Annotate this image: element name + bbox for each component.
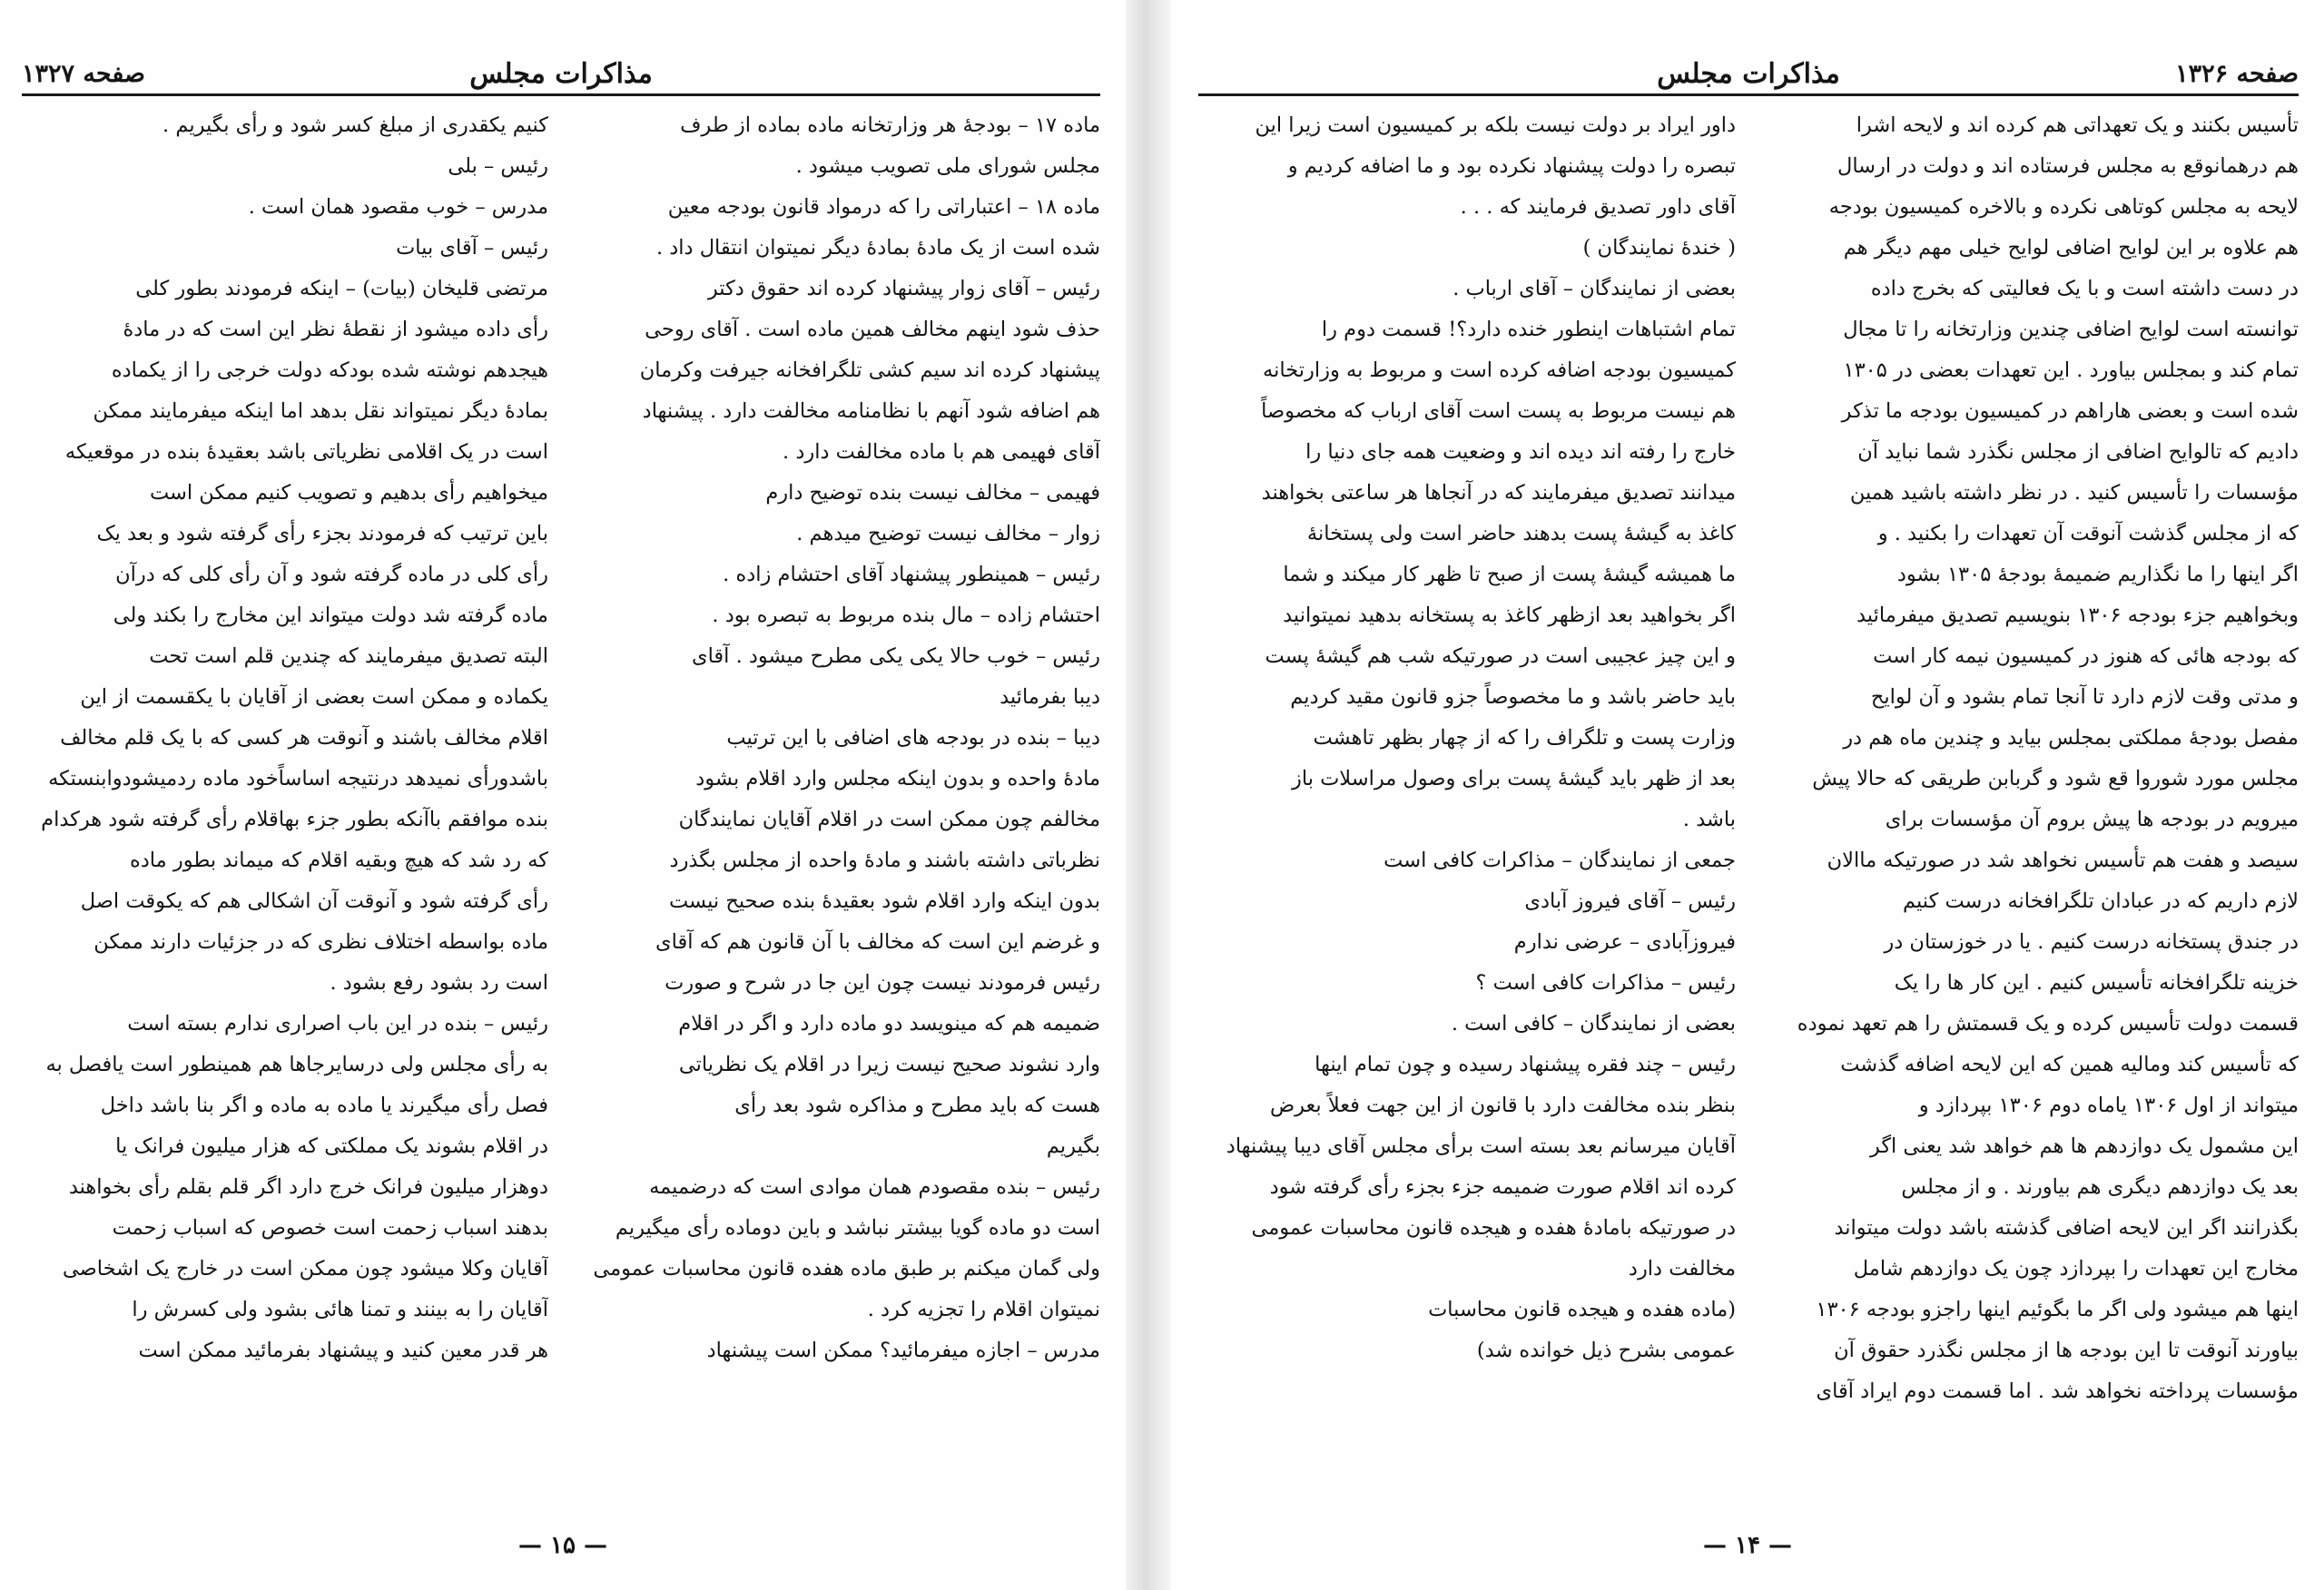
text-line: رئیس – بلی bbox=[448, 154, 548, 178]
text-line: اقلام مخالف باشند و آنوقت هر کسی که با یک قلم مخالف bbox=[60, 726, 548, 750]
text-line: کمیسیون بودجه اضافه کرده است و مربوط به وزارتخانه bbox=[1263, 358, 1736, 382]
right-page-number: صفحه ۱۳۲۶ bbox=[2175, 60, 2299, 88]
text-line: در صورتیکه بامادهٔ هفده و هیجده قانون محاسبات عمومی bbox=[1251, 1216, 1736, 1240]
text-line: احتشام زاده – مال بنده مربوط به تبصره بود . bbox=[712, 604, 1100, 627]
right-page-column-1 bbox=[1761, 105, 2299, 1521]
text-line: آقایان را به بینند و تمنا هائی بشود ولی کسرش را bbox=[132, 1298, 548, 1321]
text-line: کاغذ به گیشهٔ پست بدهند حاضر است ولی پستخانهٔ bbox=[1306, 522, 1736, 545]
text-line: نظرباتی داشته باشند و مادهٔ واحده از مجلس بگذرد bbox=[669, 849, 1100, 872]
text-line: اگر بخواهید بعد ازظهر کاغذ به پستخانه بدهید نمیتوانید bbox=[1283, 604, 1736, 627]
text-line: رأی گرفته شود و آنوقت آن اشکالی هم که یکوقت اصل bbox=[80, 889, 548, 913]
right-page bbox=[1171, 0, 2324, 1590]
text-line: است دو ماده گویا بیشتر نباشد و باین دوماده رأی میگیریم bbox=[615, 1216, 1100, 1240]
text-line: و این چیز عجیبی است در صورتیکه شب هم گیشهٔ پست bbox=[1265, 644, 1736, 668]
right-page-columns bbox=[1198, 105, 2299, 1521]
text-line: مفصل بودجهٔ مملکتی بمجلس بیاید و چندین ماه هم در bbox=[1843, 726, 2299, 750]
text-line: که رد شد که هیچ وبقیه اقلام که میماند بطور ماده bbox=[130, 849, 548, 872]
text-line: بعد از ظهر باید گیشهٔ پست برای وصول مراسلات باز bbox=[1291, 767, 1736, 790]
text-line: رأی داده میشود از نقطهٔ نظر این است که در مادهٔ bbox=[123, 318, 548, 341]
text-line: البته تصدیق میفرمایند که چندین قلم است تحت bbox=[149, 644, 548, 668]
left-page-column-2 bbox=[22, 105, 548, 1521]
text-line: لایحه به مجلس کوتاهی نکرده و بالاخره کمیسیون بودجه bbox=[1828, 195, 2299, 219]
text-line: لازم داریم که در عبادان تلگرافخانه درست کنیم bbox=[1903, 889, 2299, 913]
book-gutter bbox=[1126, 0, 1171, 1590]
text-line: شده است و بعضی هاراهم در کمیسیون بودجه ما تذکر bbox=[1841, 399, 2299, 423]
text-line: داور ایراد بر دولت نیست بلکه بر کمیسیون است زیرا این bbox=[1255, 113, 1736, 137]
text-line: که تأسیس کند ومالیه همین که این لایحه اضافه گذشت bbox=[1840, 1053, 2299, 1076]
text-line: تمام اشتباهات اینطور خنده دارد؟! قسمت دوم را bbox=[1321, 318, 1736, 341]
text-line: که بودجه هائی که هنوز در کمیسیون نیمه کار است bbox=[1873, 644, 2299, 668]
text-line: باید حاضر باشد و ما مخصوصاً جزو قانون مقید کردیم bbox=[1290, 685, 1736, 709]
text-line: نمیتوان اقلام را تجزیه کرد . bbox=[867, 1298, 1100, 1321]
text-line: فیروزآبادی – عرضی ندارم bbox=[1513, 930, 1736, 954]
text-line: مخالفم چون ممکن است در اقلام آقایان نمایندگان bbox=[678, 808, 1100, 831]
text-line: و غرضم این است که مخالف با آن قانون هم که آقای bbox=[655, 930, 1100, 954]
text-line: ماده گرفته شد دولت میتواند این مخارج را بکند ولی bbox=[113, 604, 548, 627]
text-line: رئیس – بنده در این باب اصراری ندارم بسته است bbox=[127, 1012, 548, 1035]
text-line: دیبا – بنده در بودجه های اضافی با این ترتیب bbox=[726, 726, 1100, 750]
text-line: ماده ۱۸ – اعتباراتی را که درمواد قانون بودجه معین bbox=[667, 195, 1100, 219]
text-line: رئیس – همینطور پیشنهاد آقای احتشام زاده . bbox=[723, 563, 1100, 586]
text-line: که از مجلس گذشت آنوقت آن تعهدات را بکنید . و bbox=[1877, 522, 2299, 545]
text-line: (ماده هفده و هیجده قانون محاسبات bbox=[1428, 1298, 1736, 1321]
text-line: ( خندهٔ نمایندگان ) bbox=[1582, 236, 1736, 260]
text-line: ماده بواسطه اختلاف نظری که در جزئیات دارند ممکن bbox=[94, 930, 548, 954]
right-page-column-2 bbox=[1198, 105, 1736, 1521]
text-line: ماده ۱۷ – بودجهٔ هر وزارتخانه ماده بماده از طرف bbox=[680, 113, 1100, 137]
left-page-columns bbox=[22, 105, 1100, 1521]
text-line: خارج را رفته اند دیده اند و وضعیت همه جای دنیا را bbox=[1305, 440, 1736, 464]
right-page-folio: — ۱۴ — bbox=[1702, 1532, 1793, 1559]
text-line: اینها هم میشود ولی اگر ما بگوئیم اینها راجزو بودجه ۱۳۰۶ bbox=[1816, 1298, 2299, 1321]
text-line: تمام کند و بمجلس بیاورد . این تعهدات بعضی در ۱۳۰۵ bbox=[1843, 358, 2299, 382]
left-page-header bbox=[22, 53, 1100, 96]
text-line: هم نیست مربوط به پست است آقای ارباب که مخصوصاً bbox=[1261, 399, 1736, 423]
text-line: است رد بشود رفع بشود . bbox=[330, 971, 548, 995]
text-line: سیصد و هفت هم تأسیس نخواهد شد در صورتیکه ماالان bbox=[1827, 849, 2299, 872]
text-line: اگر اینها را ما نگذاریم ضمیمهٔ بودجهٔ ۱۳۰۵ بشود bbox=[1896, 563, 2299, 586]
text-line: مخارج این تعهدات را بپردازد چون یک دوازدهم شامل bbox=[1853, 1257, 2299, 1281]
text-line: توانسته است لوایح اضافی چندین وزارتخانه را تا مجال bbox=[1843, 318, 2299, 341]
text-line: هر قدر معین کنید و پیشنهاد بفرمائید ممکن است bbox=[138, 1339, 548, 1362]
text-line: ضمیمه هم که مینویسد دو ماده دارد و اگر در اقلام bbox=[678, 1012, 1100, 1035]
text-line: رئیس – مذاکرات کافی است ؟ bbox=[1475, 971, 1736, 995]
text-line: دیبا بفرمائید bbox=[1000, 685, 1100, 709]
text-line: بنظر بنده مخالفت دارد با قانون از این جهت فعلاً بعرض bbox=[1269, 1094, 1736, 1117]
text-line: بعضی از نمایندگان – آقای ارباب . bbox=[1452, 277, 1736, 300]
left-page-number: صفحه ۱۳۲۷ bbox=[22, 60, 145, 88]
right-running-title: مذاکرات مجلس bbox=[1657, 58, 1840, 90]
text-line: مخالفت دارد bbox=[1628, 1257, 1736, 1281]
text-line: مادهٔ واحده و بدون اینکه مجلس وارد اقلام بشود bbox=[695, 767, 1100, 790]
text-line: بمادهٔ دیگر نمیتواند نقل بدهد اما اینکه میفرمایند ممکن bbox=[93, 399, 548, 423]
text-line: قسمت دولت تأسیس کرده و یک قسمتش را هم تعهد نموده bbox=[1797, 1012, 2299, 1035]
text-line: بنده موافقم باآنکه بطور جزء بهاقلام رأی گرفته شود هرکدام bbox=[41, 808, 548, 831]
text-line: وبخواهیم جزء بودجه ۱۳۰۶ بنویسیم تصدیق میفرمائید bbox=[1856, 604, 2299, 627]
text-line: حذف شود اینهم مخالف همین ماده است . آقای روحی bbox=[645, 318, 1100, 341]
text-line: میرویم در بودجه ها پیش بروم آن مؤسسات برای bbox=[1885, 808, 2299, 831]
text-line: عمومی بشرح ذیل خوانده شد) bbox=[1476, 1339, 1736, 1362]
text-line: در دست داشته است و با یک فعالیتی که بخرج داده bbox=[1870, 277, 2299, 300]
text-line: وارد نشوند صحیح نیست زیرا در اقلام یک نظریاتی bbox=[678, 1053, 1100, 1076]
left-page-column-1 bbox=[574, 105, 1100, 1521]
text-line: بگذرانند اگر این لایحه اضافی گذشته باشد دولت میتواند bbox=[1834, 1216, 2299, 1240]
text-line: رئیس – خوب حالا یکی یکی مطرح میشود . آقای bbox=[691, 644, 1100, 668]
text-line: یکماده و ممکن است بعضی از آقایان با یکقسمت از این bbox=[80, 685, 548, 709]
text-line: بیاورند آنوقت تا این بودجه ها از مجلس نگذرد حقوق آن bbox=[1834, 1339, 2299, 1362]
text-line: ولی گمان میکنم بر طبق ماده هفده قانون محاسبات عمومی bbox=[593, 1257, 1100, 1281]
text-line: باشد . bbox=[1682, 808, 1736, 831]
text-line: در جندق پستخانه درست کنیم . یا در خوزستان در bbox=[1884, 930, 2299, 954]
text-line: رأی کلی در ماده گرفته شود و آن رأی کلی که درآن bbox=[115, 563, 548, 586]
text-line: است در یک اقلامی نظریاتی باشد بعقیدهٔ بنده در موقعیکه bbox=[64, 440, 548, 464]
text-line: هم علاوه بر این لوایح اضافی لوایح خیلی مهم دیگر هم bbox=[1843, 236, 2299, 260]
text-line: جمعی از نمایندگان – مذاکرات کافی است bbox=[1384, 849, 1736, 872]
text-line: کرده اند اقلام صورت ضمیمه جزء بجزء رأی گرفته شود bbox=[1269, 1175, 1736, 1199]
text-line: دوهزار میلیون فرانک خرج دارد اگر قلم بقلم رأی بخواهند bbox=[68, 1175, 548, 1199]
text-line: مؤسسات پرداخته نخواهد شد . اما قسمت دوم ایراد آقای bbox=[1816, 1379, 2299, 1403]
text-line: این مشمول یک دوازدهم ها هم خواهد شد یعنی اگر bbox=[1869, 1134, 2299, 1158]
text-line: بعد یک دوازدهم دیگری هم بیاورند . و از مجلس bbox=[1901, 1175, 2299, 1199]
text-line: وزارت پست و تلگراف را که از چهار بظهر تاهشت bbox=[1313, 726, 1736, 750]
text-line: بگیریم bbox=[1046, 1134, 1100, 1158]
right-page-header bbox=[1198, 53, 2299, 96]
text-line: بعضی از نمایندگان – کافی است . bbox=[1451, 1012, 1736, 1035]
text-line: رئیس فرمودند نیست چون این جا در شرح و صورت bbox=[665, 971, 1100, 995]
text-line: رئیس – آقای فیروز آبادی bbox=[1524, 889, 1736, 913]
text-line: مرتضی قلیخان (بیات) – اینکه فرمودند بطور کلی bbox=[135, 277, 548, 300]
text-line: رئیس – بنده مقصودم همان موادی است که درضمیمه bbox=[649, 1175, 1100, 1199]
text-line: کنیم یکقدری از مبلغ کسر شود و رأی بگیریم . bbox=[162, 113, 548, 137]
text-line: تبصره را دولت پیشنهاد نکرده بود و ما اضافه کردیم و bbox=[1287, 154, 1736, 178]
text-line: میخواهیم رأی بدهیم و تصویب کنیم ممکن است bbox=[149, 481, 548, 505]
text-line: هیجدهم نوشته شده بودکه دولت خرجی را از یکماده bbox=[111, 358, 548, 382]
text-line: شده است از یک مادهٔ بمادهٔ دیگر نمیتوان انتقال داد . bbox=[655, 236, 1100, 260]
text-line: هم اضافه شود آنهم با نظامنامه مخالفت دارد . پیشنهاد bbox=[642, 399, 1100, 423]
left-running-title: مذاکرات مجلس bbox=[469, 58, 653, 90]
text-line: مؤسسات را تأسیس کنید . در نظر داشته باشید همین bbox=[1849, 481, 2299, 505]
text-line: به رأی مجلس ولی درسایرجاها هم همینطور است یافصل به bbox=[45, 1053, 548, 1076]
text-line: دادیم که تالوایح اضافی از مجلس نگذرد شما نباید آن bbox=[1857, 440, 2299, 464]
text-line: مجلس مورد شوروا قع شود و گربابن طریقی که حالا پیش bbox=[1812, 767, 2299, 790]
text-line: باشدورأی نمیدهد درنتیجه اساساًخود ماده ردمیشودوابنستکه bbox=[48, 767, 548, 790]
text-line: آقایان میرسانم بعد بسته است برأی مجلس آقای دیبا پیشنهاد bbox=[1226, 1134, 1736, 1158]
text-line: مدرس – اجازه میفرمائید؟ ممکن است پیشنهاد bbox=[706, 1339, 1100, 1362]
text-line: رئیس – چند فقره پیشنهاد رسیده و چون تمام اینها bbox=[1315, 1053, 1736, 1076]
text-line: میتواند از اول ۱۳۰۶ یاماه دوم ۱۳۰۶ بپردازد و bbox=[1918, 1094, 2299, 1117]
text-line: در اقلام بشوند یک مملکتی که هزار میلیون فرانک یا bbox=[115, 1134, 548, 1158]
text-line: فهیمی – مخالف نیست بنده توضیح دارم bbox=[765, 481, 1100, 505]
text-line: باین ترتیب که فرمودند بجزء رأی گرفته شود و بعد یک bbox=[96, 522, 548, 545]
text-line: مدرس – خوب مقصود همان است . bbox=[248, 195, 548, 219]
text-line: و مدتی وقت لازم دارد تا آنجا تمام بشود و آن لوایح bbox=[1870, 685, 2299, 709]
text-line: هست که باید مطرح و مذاکره شود بعد رأی bbox=[734, 1094, 1100, 1117]
left-page bbox=[0, 0, 1126, 1590]
text-line: میدانند تصدیق میفرمایند که در آنجاها هر ساعتی بخواهند bbox=[1261, 481, 1736, 505]
text-line: مجلس شورای ملی تصویب میشود . bbox=[795, 154, 1100, 178]
text-line: آقای فهیمی هم با ماده مخالفت دارد . bbox=[783, 440, 1100, 464]
text-line: رئیس – آقای بیات bbox=[396, 236, 548, 260]
text-line: بدون اینکه وارد اقلام شود بعقیدهٔ بنده صحیح نیست bbox=[668, 889, 1100, 913]
text-line: آقایان وکلا میشود چون ممکن است در خارج یک اشخاصی bbox=[62, 1257, 548, 1281]
text-line: تأسیس بکنند و یک تعهداتی هم کرده اند و لایحه اشرا bbox=[1856, 113, 2299, 137]
text-line: هم درهمانوقع به مجلس فرستاده اند و دولت در ارسال bbox=[1837, 154, 2299, 178]
text-line: خزینه تلگرافخانه تأسیس کنیم . این کار ها را یک bbox=[1894, 971, 2299, 995]
text-line: زوار – مخالف نیست توضیح میدهم . bbox=[796, 522, 1100, 545]
text-line: ما همیشه گیشهٔ پست از صبح تا ظهر کار میکند و شما bbox=[1283, 563, 1736, 586]
text-line: بدهند اسباب زحمت است خصوص که اسباب زحمت bbox=[112, 1216, 548, 1240]
left-page-folio: — ۱۵ — bbox=[517, 1532, 608, 1559]
text-line: آقای داور تصدیق فرمایند که . . . bbox=[1460, 195, 1736, 219]
text-line: فصل رأی میگیرند یا ماده به ماده و اگر بنا باشد داخل bbox=[100, 1094, 548, 1117]
text-line: رئیس – آقای زوار پیشنهاد کرده اند حقوق دکتر bbox=[707, 277, 1100, 300]
text-line: پیشنهاد کرده اند سیم کشی تلگرافخانه جیرفت وکرمان bbox=[639, 358, 1100, 382]
